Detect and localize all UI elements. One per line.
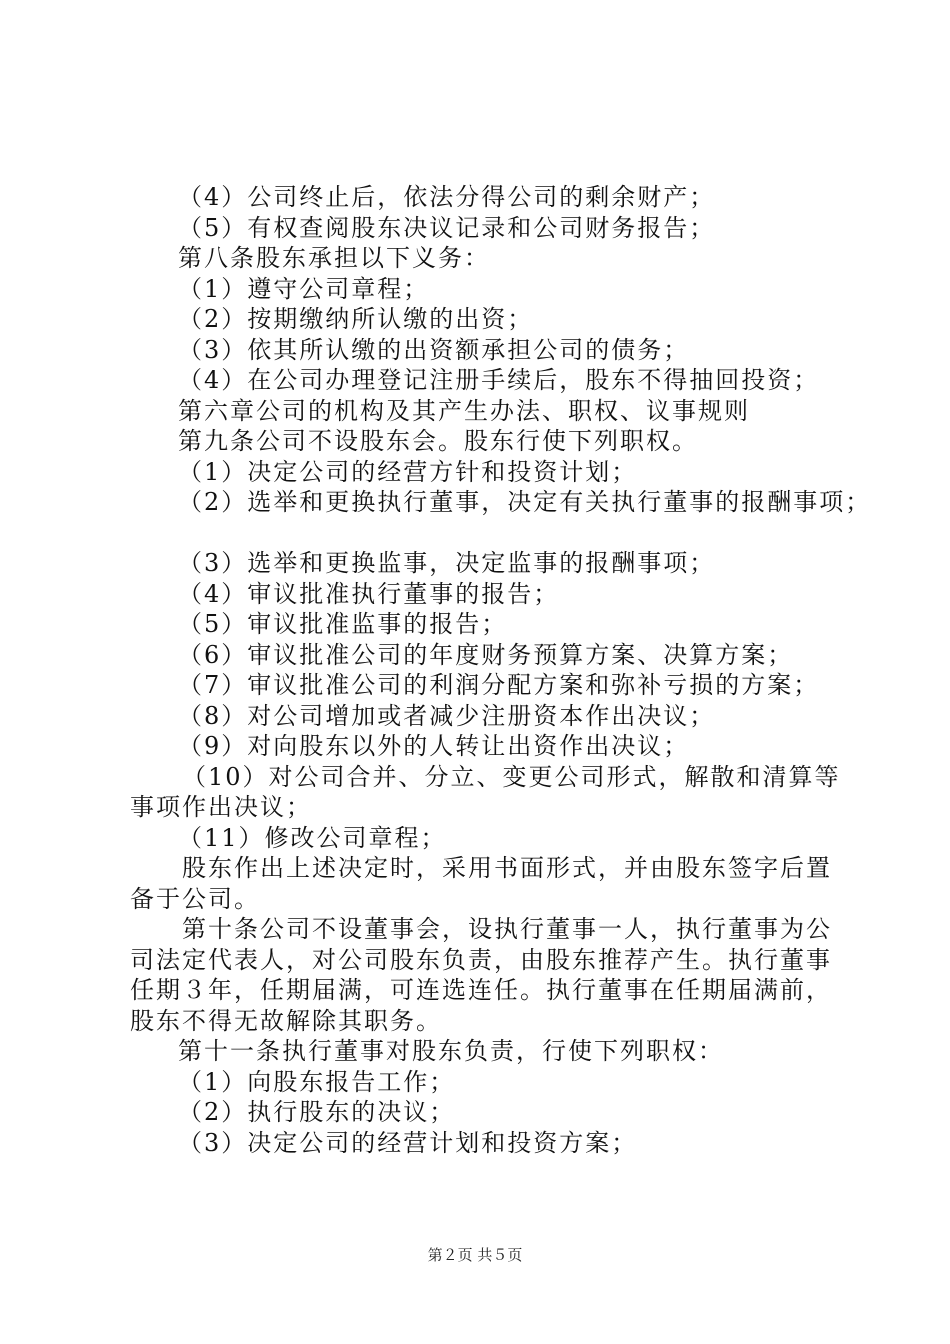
text-line: （4）审议批准执行董事的报告； [178,579,560,608]
chapter-heading: 第六章公司的机构及其产生办法、职权、议事规则 [178,396,750,425]
article-heading: 第九条公司不设股东会。股东行使下列职权。 [178,427,698,455]
paragraph-article-10 [130,914,850,1036]
text-line: （9）对向股东以外的人转让出资作出决议； [178,732,690,760]
article-heading: 第八条股东承担以下义务： [178,244,490,272]
document-body [130,182,872,1158]
paragraph-line: 备于公司。 [130,884,260,913]
text-line: （2）执行股东的决议； [178,1098,456,1126]
text-line: （8）对公司增加或者减少注册资本作出决议； [178,701,716,730]
text-line: （2）选举和更换执行董事，决定有关执行董事的报酬事项； [178,488,872,516]
text-line: （1）遵守公司章程； [178,274,430,303]
paragraph-line: 司法定代表人，对公司股东负责，由股东推荐产生。执行董事 [130,945,832,974]
paragraph-decision [130,853,850,914]
text-line: （4）在公司办理登记注册手续后，股东不得抽回投资； [178,366,820,394]
blank-line [130,518,850,549]
paragraph-line: 股东作出上述决定时，采用书面形式，并由股东签字后置 [182,854,832,882]
text-line: （6）审议批准公司的年度财务预算方案、决算方案； [178,640,794,669]
text-line: （11）修改公司章程； [178,823,447,852]
article-heading: 第十一条执行董事对股东负责，行使下列职权： [178,1037,724,1065]
text-line: （1）决定公司的经营方针和投资计划； [178,457,638,486]
text-line: （5）有权查阅股东决议记录和公司财务报告； [178,213,716,242]
text-line: （2）按期缴纳所认缴的出资； [178,305,534,333]
text-line: （3）依其所认缴的出资额承担公司的债务； [178,335,690,364]
paragraph-line: 事项作出决议； [130,793,312,821]
text-line: （3）选举和更换监事，决定监事的报酬事项； [178,549,716,577]
page-number-footer: 第２页 共５页 [427,1246,523,1264]
text-line: （1）向股东报告工作； [178,1067,456,1096]
paragraph-line: （10）对公司合并、分立、变更公司形式，解散和清算等 [182,762,841,791]
paragraph-line: 任期３年，任期届满，可连选连任。执行董事在任期届满前， [130,976,832,1004]
text-line: （4）公司终止后，依法分得公司的剩余财产； [178,183,716,211]
paragraph-line: 第十条公司不设董事会，设执行董事一人，执行董事为公 [182,915,832,943]
text-line: （3）决定公司的经营计划和投资方案； [178,1128,638,1157]
paragraph-line: 股东不得无故解除其职务。 [130,1006,442,1035]
text-line: （7）审议批准公司的利润分配方案和弥补亏损的方案； [178,671,820,699]
text-line: （5）审议批准监事的报告； [178,610,508,638]
paragraph-item-10 [130,762,850,823]
